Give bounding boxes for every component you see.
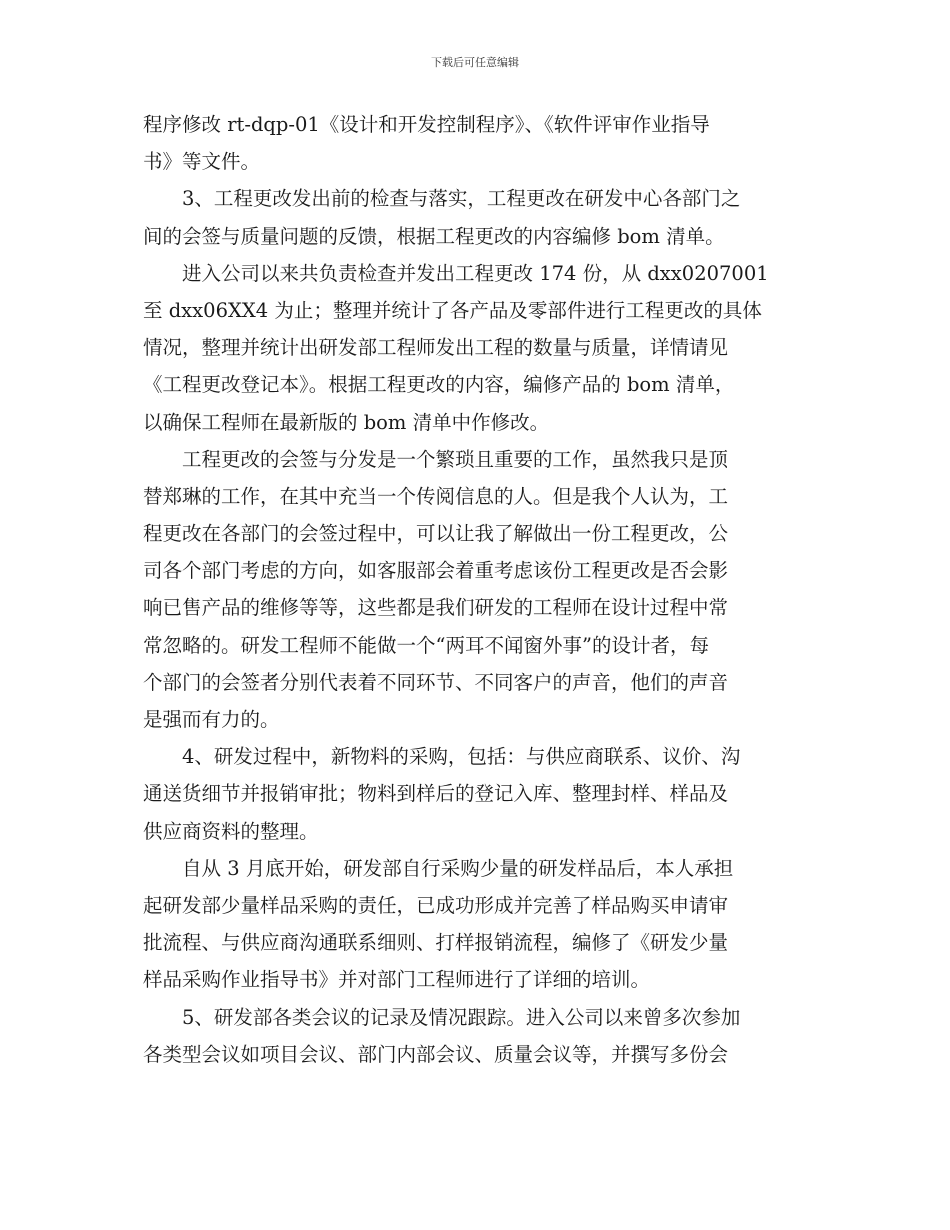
text-line: 程序修改 rt-dqp-01《设计和开发控制程序》、《软件评审作业指导	[143, 113, 710, 136]
text-line: 间的会签与质量问题的反馈，根据工程更改的内容编修 bom 清单。	[143, 224, 725, 248]
text-line: 书》等文件。	[143, 150, 261, 174]
text-line: 《工程更改登记本》。根据工程更改的内容，编修产品的 bom 清单，	[143, 373, 735, 397]
text-line: 通送货细节并报销审批；物料到样后的登记入库、整理封样、样品及	[143, 782, 729, 806]
document-body	[143, 106, 808, 1073]
text-line: 至 dxx06XX4 为止；整理并统计了各产品及零部件进行工程更改的具体	[143, 298, 762, 322]
text-line: 是强而有力的。	[143, 708, 280, 731]
text-line: 工程更改的会签与分发是一个繁琐且重要的工作，虽然我只是顶	[143, 447, 729, 471]
text-line: 3、工程更改发出前的检查与落实，工程更改在研发中心各部门之	[143, 187, 741, 211]
text-line: 个部门的会签者分别代表着不同环节、不同客户的声音，他们的声音	[143, 670, 729, 694]
text-line: 常忽略的。研发工程师不能做一个“两耳不闻窗外事”的设计者，每	[143, 633, 709, 657]
text-line: 进入公司以来共负责检查并发出工程更改 174 份，从 dxx0207001	[143, 261, 769, 285]
text-line: 样品采购作业指导书》并对部门工程师进行了详细的培训。	[143, 968, 651, 992]
text-line: 各类型会议如项目会议、部门内部会议、质量会议等，并撰写多份会	[143, 1042, 729, 1066]
text-line: 供应商资料的整理。	[143, 819, 319, 843]
text-line: 4、研发过程中，新物料的采购，包括：与供应商联系、议价、沟	[143, 745, 741, 769]
text-line: 批流程、与供应商沟通联系细则、打样报销流程，编修了《研发少量	[143, 931, 729, 955]
text-line: 5、研发部各类会议的记录及情况跟踪。进入公司以来曾多次参加	[143, 1005, 741, 1029]
page-header: 下载后可任意编辑	[431, 56, 519, 69]
text-line: 替郑琳的工作，在其中充当一个传阅信息的人。但是我个人认为，工	[143, 484, 729, 508]
text-line: 情况，整理并统计出研发部工程师发出工程的数量与质量，详情请见	[143, 336, 729, 360]
text-line: 自从 3 月底开始，研发部自行采购少量的研发样品后，本人承担	[143, 856, 734, 880]
text-line: 响已售产品的维修等等，这些都是我们研发的工程师在设计过程中常	[143, 596, 729, 620]
text-line: 起研发部少量样品采购的责任，已成功形成并完善了样品购买申请审	[143, 893, 729, 917]
text-line: 以确保工程师在最新版的 bom 清单中作修改。	[143, 410, 550, 434]
text-line: 司各个部门考虑的方向，如客服部会着重考虑该份工程更改是否会影	[143, 559, 729, 583]
text-line: 程更改在各部门的会签过程中，可以让我了解做出一份工程更改，公	[143, 522, 729, 546]
